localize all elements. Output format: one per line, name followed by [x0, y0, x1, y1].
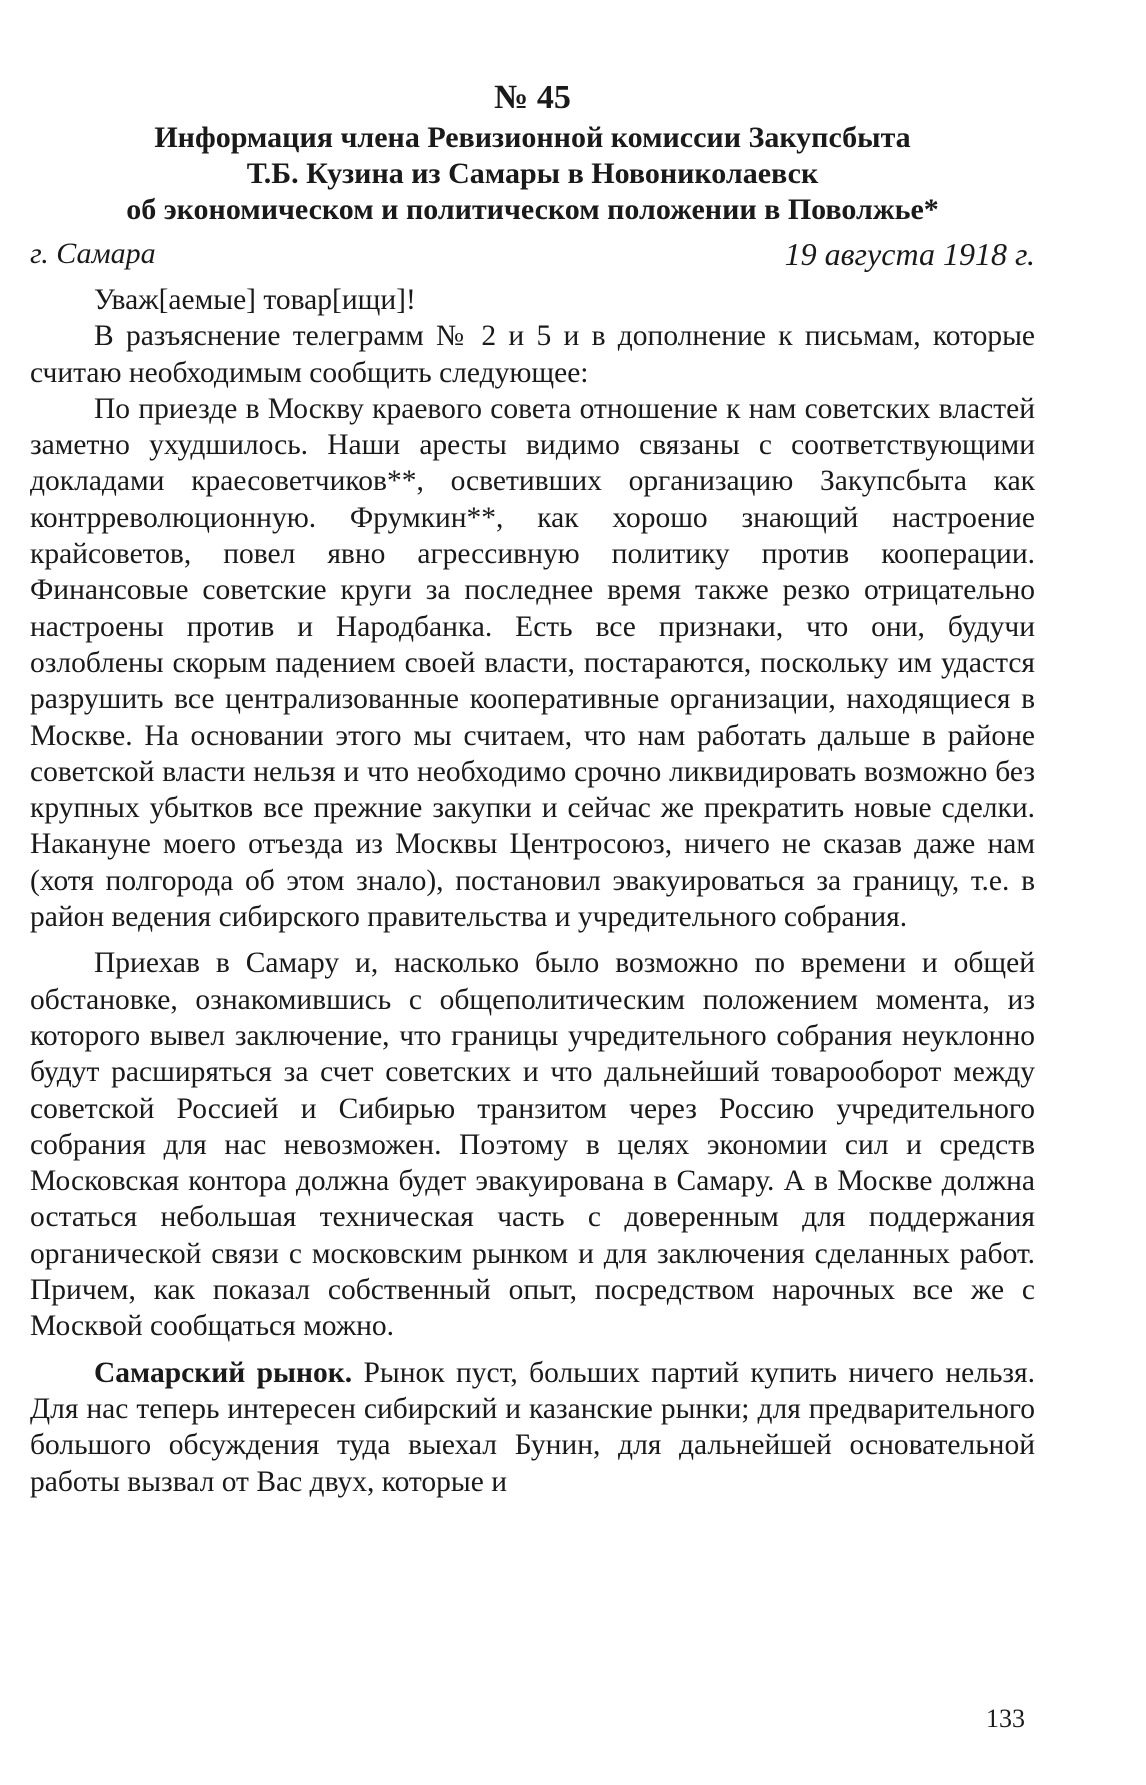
- place-date-line: [30, 236, 1035, 272]
- page-number: 133: [986, 1704, 1025, 1733]
- section-heading-samara-market: Самарский рынок.: [94, 1356, 353, 1389]
- document-title: [30, 120, 1035, 228]
- paragraph-3: Приехав в Самару и, насколько было возможно по времени и общей обстановке, ознакомившись с общеполитическим положением момента, из которого вывел заключение, что границы учредительного собрания неуклонно будут расширяться за счет советских и что дальнейший товарооборот между советской Россией и Сибирью транзитом через Россию учредительного собрания для нас невозможен. Поэтому в целях экономии сил и средств Московская контора должна будет эвакуирована в Самару. А в Москве должна остаться небольшая техническая часть с доверенным для поддержания органической связи с московским рынком и для заключения сделанных работ. Причем, как показал собственный опыт, посредством нарочных все же с Москвой сообщаться можно.: [30, 947, 1035, 1343]
- paragraph-2: По приезде в Москву краевого совета отношение к нам советских властей заметно ухудшилось. Наши аресты видимо связаны с соответствующими докладами краесоветчиков**, осветивших организацию Закупсбыта как контрреволюционную. Фрумкин**, как хорошо знающий настроение крайсоветов, повел явно агрессивную политику против кооперации. Финансовые советские круги за последнее время также резко отрицательно настроены против и Народбанка. Есть все признаки, что они, будучи озлоблены скорым падением своей власти, постараются, поскольку им удастся разрушить все централизованные кооперативные организации, находящиеся в Москве. На основании этого мы считаем, что нам работать дальше в районе советской власти нельзя и что необходимо срочно ликвидировать возможно без крупных убытков все прежние закупки и сейчас же прекратить новые сделки. Накануне моего отъезда из Москвы Центросоюз, ничего не сказав даже нам (хотя полгорода об этом знало), постановил эвакуироваться за границу, т.е. в район ведения сибирского правительства и учредительного собрания.: [30, 392, 1035, 934]
- title-line-2: Т.Б. Кузина из Самары в Новониколаевск: [246, 157, 819, 190]
- document-page: [30, 78, 1035, 1500]
- document-body: [30, 282, 1035, 1500]
- salutation: Уваж[аемые] товар[ищи]!: [94, 284, 416, 316]
- paragraph-4-text: Рынок пуст, больших партий купить ничего нельзя. Для нас теперь интересен сибирский и казанские рынки; для предварительного большого обсуждения туда выехал Бунин, для дальнейшей основательной работы вызвал от Вас двух, которые и: [30, 1356, 1035, 1498]
- document-place: г. Самара: [30, 237, 156, 270]
- document-number: № 45: [494, 79, 571, 116]
- document-date: 19 августа 1918 г.: [784, 236, 1035, 272]
- title-line-1: Информация члена Ревизионной комиссии Закупсбыта: [154, 121, 911, 154]
- paragraph-1: В разъяснение телеграмм № 2 и 5 и в дополнение к письмам, которые считаю необходимым сообщить следующее:: [30, 320, 1035, 389]
- paragraph-4: [30, 1355, 1035, 1500]
- title-line-3: об экономическом и политическом положении в Поволжье*: [126, 193, 939, 226]
